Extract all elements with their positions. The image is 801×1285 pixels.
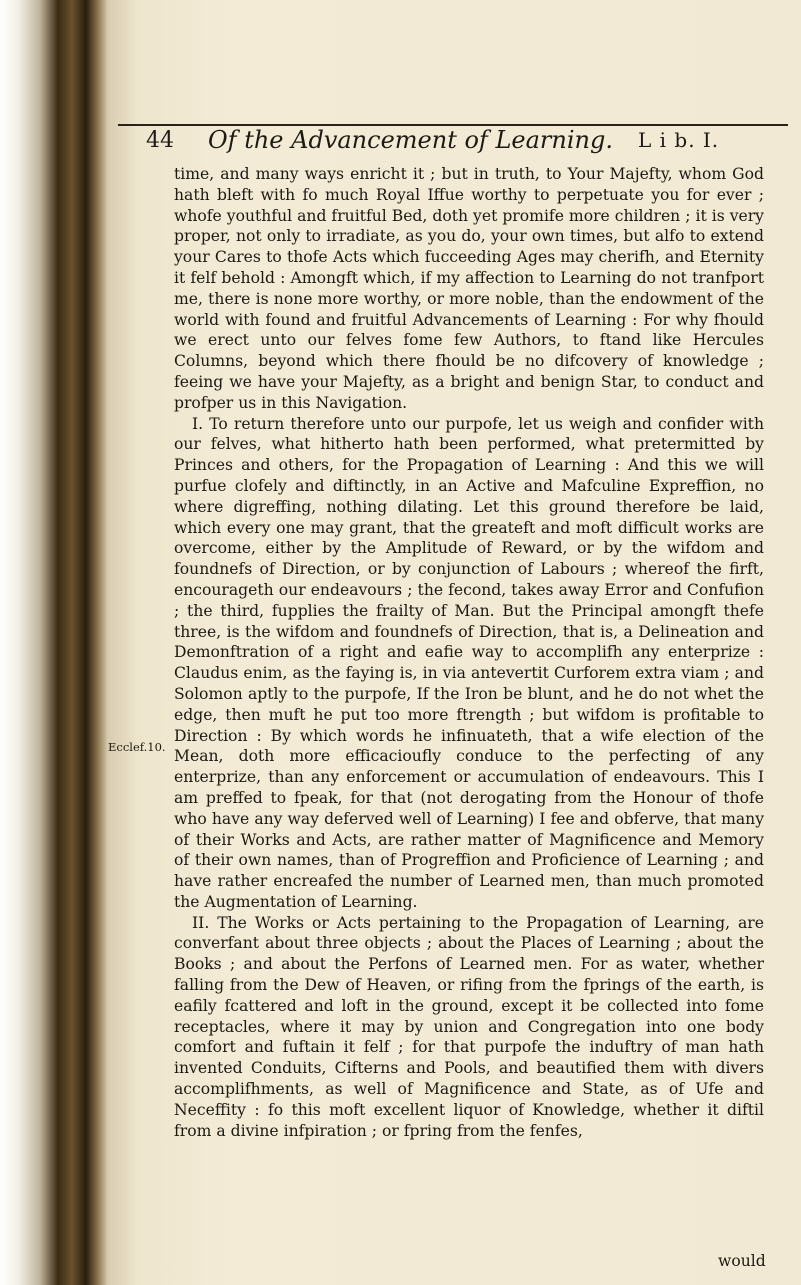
body-text bbox=[174, 164, 764, 1141]
margin-reference: Ecclef.10. bbox=[108, 740, 166, 754]
book-spine-gutter bbox=[0, 0, 108, 1285]
book-label: L i b. I. bbox=[638, 128, 720, 152]
paragraph: time, and many ways enricht it ; but in truth, to Your Majefty, whom God hath bleft with fo much Royal Iffue worthy to perpetuate you for ever ; whofe youthful and fruitful Bed, doth yet promife more children ; it is very proper, not only to irradiate, as you do, your own times, but alfo to extend your Cares to thofe Acts which fucceeding Ages may cherifh, and Eternity it felf behold : Amongft which, if my affection to Learning do not tranfport me, there is none more worthy, or more noble, than the endowment of the world with found and fruitful Advancements of Learning : For why fhould we erect unto our felves fome few Authors, to ftand like Hercules Columns, beyond which there fhould be no difcovery of knowledge ; feeing we have your Majefty, as a bright and benign Star, to conduct and profper us in this Navigation. bbox=[174, 165, 764, 412]
paragraph: II. The Works or Acts pertaining to the Propagation of Learning, are converfant about three objects ; about the Places of Learning ; about the Books ; and about the Perfons of Learned men. For as water, whether falling from the Dew of Heaven, or rifing from the fprings of the earth, is eafily fcattered and loft in the ground, except it be collected into fome receptacles, where it may by union and Congregation into one body comfort and fuftain it felf ; for that purpofe the induftry of man hath invented Conduits, Cifterns and Pools, and beautified them with divers accomplifhments, as well of Magnificence and State, as of Ufe and Neceffity : fo this moft excellent liquor of Knowledge, whether it diftil from a divine infpiration ; or fpring from the fenfes, bbox=[174, 913, 764, 1140]
catchword: would bbox=[718, 1252, 766, 1270]
page-number: 44 bbox=[146, 128, 174, 153]
running-title: Of the Advancement of Learning. bbox=[208, 126, 613, 154]
paragraph: I. To return therefore unto our purpofe, let us weigh and confider with our felves, what hitherto hath been performed, what pretermitted by Princes and others, for the Propagation of Learning : And this we will purfue clofely and diftinctly, in an Active and Mafculine Expreffion, no where digreffing, nothing dilating. Let this ground therefore be laid, which every one may grant, that the greateft and moft difficult works are overcome, either by the Amplitude of Reward, or by the wifdom and foundnefs of Direction, or by conjunction of Labours ; whereof the firft, encourageth our endeavours ; the fecond, takes away Error and Confufion ; the third, fupplies the frailty of Man. But the Principal amongft thefe three, is the wifdom and foundnefs of Direction, that is, a Delineation and Demonftration of a right and eafie way to accomplifh any enterprize : Claudus enim, as the faying is, in via antevertit Curforem extra viam ; and Solomon aptly to the purpofe, If the Iron be blunt, and he do not whet the edge, then muft he put too more ftrength ; but wifdom is profitable to Direction : By which words he infinuateth, that a wife election of the Mean, doth more efficacioufly conduce to the perfecting of any enterprize, than any enforcement or accumulation of endeavours. This I am preffed to fpeak, for that (not derogating from the Honour of thofe who have any way deferved well of Learning) I fee and obferve, that many of their Works and Acts, are rather matter of Magnificence and Memory of their own names, than of Progreffion and Proficience of Learning ; and have rather encreafed the number of Learned men, than much promoted the Augmentation of Learning. bbox=[174, 414, 764, 911]
book-page bbox=[108, 0, 801, 1285]
